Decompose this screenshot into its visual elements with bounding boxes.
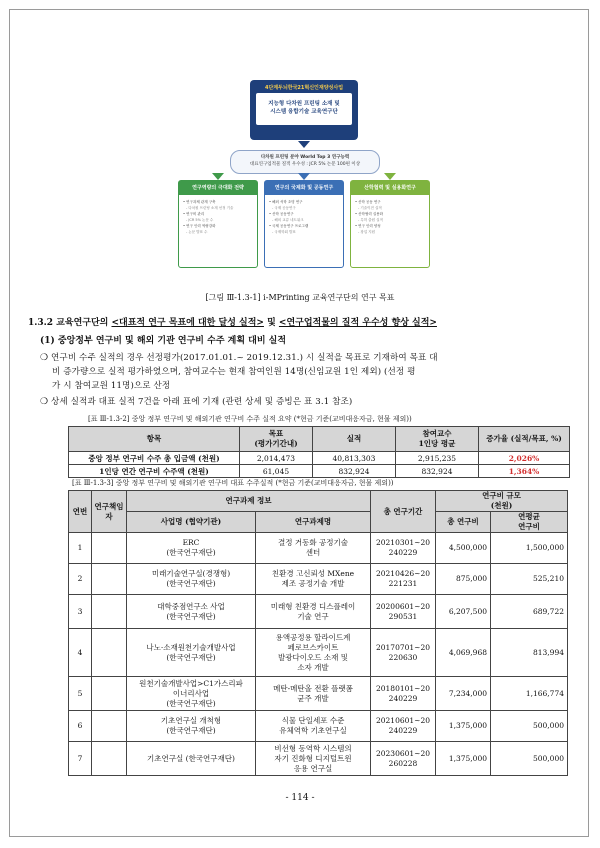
- table-cell: [92, 629, 127, 677]
- table-cell: 2,014,473: [240, 452, 313, 465]
- table-cell: 1,375,000: [436, 742, 491, 776]
- table-row: [69, 711, 568, 742]
- strategy-item: - 특허 출원 실적: [358, 218, 383, 222]
- table-cell: 6,207,500: [436, 595, 491, 629]
- bullet-text: 연구비 수주 실적의 경우 선정평가(2017.01.01.~ 2019.12.31.) 시 실적을 목표로 기재하여 목표 대: [51, 353, 438, 363]
- table-cell: 20200601~20 290531: [371, 595, 436, 629]
- table-cell: 미래기술연구실(경쟁형) (한국연구재단): [127, 564, 256, 595]
- table-cell: 비선형 동역학 시스템의 자기 진화형 디지털트윈 응용 연구실: [256, 742, 371, 776]
- table-header: 참여교수 1인당 평균: [396, 427, 479, 452]
- table-header: 연구과제명: [256, 512, 371, 533]
- table-cell: 832,924: [313, 465, 396, 478]
- strategy-item: • 연구비 관리: [183, 212, 205, 216]
- table-cell: 4,500,000: [436, 533, 491, 564]
- table-cell: ERC (한국연구재단): [127, 533, 256, 564]
- table-cell: 원천기술개발사업>C1가스리파 이너리사업 (한국연구재단): [127, 677, 256, 711]
- bullet-text: 비 증가량으로 실적 평가하였으며, 참여교수는 현재 참여인원 14명(신임교원 1인 제외) (선정 평: [52, 367, 416, 377]
- table-cell: [92, 742, 127, 776]
- strategy-item: - JCR 5% 논문 수: [186, 218, 214, 222]
- strategy-item: - 창업 지원: [358, 230, 376, 234]
- section-number: 1.3.2 교육연구단의: [28, 318, 112, 328]
- table-cell: 40,813,303: [313, 452, 396, 465]
- strategy-column-research: [178, 180, 258, 268]
- table-cell: 6: [69, 711, 92, 742]
- strategy-title: 산학협력 및 실용화연구: [351, 181, 429, 195]
- table-row: [69, 533, 568, 564]
- strategy-item: - 논문 발표 수: [186, 230, 208, 234]
- table-cell: 20210601~20 240229: [371, 711, 436, 742]
- down-arrow-icon: [384, 173, 396, 180]
- strategy-item: - 국제 공동연구: [272, 206, 296, 210]
- down-arrow-icon: [212, 173, 224, 180]
- table-cell: 875,000: [436, 564, 491, 595]
- program-name-panel: [256, 93, 352, 125]
- strategy-item: - 국제학회 발표: [272, 230, 296, 234]
- section-part2: <연구업적물의 질적 우수성 향상 실적>: [278, 318, 437, 328]
- table-cell: 832,924: [396, 465, 479, 478]
- strategy-item: • 해외 석학 초빙 연구: [269, 200, 303, 204]
- table-cell: 20210426~20 221231: [371, 564, 436, 595]
- table-cell: 4: [69, 629, 92, 677]
- table-cell: [92, 564, 127, 595]
- table-cell: 7,234,000: [436, 677, 491, 711]
- summary-table: [68, 426, 570, 478]
- table1-caption: [표 Ⅲ-1.3-2] 중앙 정부 연구비 및 해외기관 연구비 수주 실적 요약 (*현금 기준(교비대응자금, 현물 제외)): [88, 415, 412, 423]
- bullet-icon: ❍: [40, 397, 49, 407]
- table-cell: 1인당 연간 연구비 수주액 (천원): [69, 465, 240, 478]
- table-cell: 결정 거동화 공정기술 센터: [256, 533, 371, 564]
- strategy-item: - 기술이전 실적: [358, 206, 382, 210]
- table-cell: 대학중점연구소 사업 (한국연구재단): [127, 595, 256, 629]
- program-title: 4단계두뇌한국21혁신인재양성사업: [264, 85, 344, 91]
- table-cell: 5: [69, 677, 92, 711]
- table-cell: 나노·소재원천기술개발사업 (한국연구재단): [127, 629, 256, 677]
- table-header: 연번: [69, 491, 92, 533]
- table-header: 연평균 연구비: [491, 512, 568, 533]
- table-header: 항목: [69, 427, 240, 452]
- table-cell: 용액공정용 할라이드계 페로브스카이트 발광다이오드 소재 및 소자 개발: [256, 629, 371, 677]
- table-cell: [92, 533, 127, 564]
- table-header: 실적: [313, 427, 396, 452]
- program-name-line2: 시스템 융합기술 교육연구단: [270, 109, 338, 115]
- table-row: [69, 629, 568, 677]
- bullet-icon: ❍: [40, 353, 49, 363]
- representative-table: [68, 490, 568, 776]
- table-cell: 메탄-메탄올 전환 플랫폼 균주 개발: [256, 677, 371, 711]
- table-header: 증가율 (실적/목표, %): [479, 427, 570, 452]
- section-heading: [28, 315, 437, 328]
- strategy-item: • 연구 인력 역량강화: [183, 224, 216, 228]
- table-row: [69, 465, 570, 478]
- table-cell: 500,000: [491, 742, 568, 776]
- table-header: 총 연구기간: [371, 491, 436, 533]
- bullet-text: 가 시 참여교원 11명)으로 산정: [52, 381, 171, 391]
- table-cell: 20170701~20 220630: [371, 629, 436, 677]
- table-cell: 689,722: [491, 595, 568, 629]
- table-cell: 1,500,000: [491, 533, 568, 564]
- table-header-row: [69, 512, 568, 533]
- research-goal-diagram: [178, 80, 430, 276]
- table-header-row: [69, 491, 568, 512]
- subsection-heading: (1) 중앙정부 연구비 및 해외 기관 연구비 수주 계획 대비 실적: [40, 336, 287, 346]
- table-header: 연구비 규모 (천원): [436, 491, 568, 512]
- table-header-row: [69, 427, 570, 452]
- strategy-title: 연구역량의 극대화 전략: [179, 181, 257, 195]
- program-box: [250, 80, 358, 140]
- table-cell: 4,069,968: [436, 629, 491, 677]
- table-cell: 813,994: [491, 629, 568, 677]
- table-cell: 61,045: [240, 465, 313, 478]
- strategy-item: • 연구 인력 양성: [355, 224, 381, 228]
- goal-line2: 대표연구업적물 질적 우수성 : JCR 5% 논문 100편 이상: [249, 162, 361, 167]
- strategy-title: 연구의 국제화 및 공동연구: [265, 181, 343, 195]
- table-cell: 2,026%: [479, 452, 570, 465]
- strategy-column-international: [264, 180, 344, 268]
- table-cell: 3: [69, 595, 92, 629]
- strategy-item: • 국제 공동연구 프로그램: [269, 224, 309, 228]
- table-header: 연구과제 정보: [127, 491, 371, 512]
- table-cell: 20210301~20 240229: [371, 533, 436, 564]
- table-cell: 미래형 친환경 디스플레이 기술 연구: [256, 595, 371, 629]
- table-header: 연구책임자: [92, 491, 127, 533]
- section-part1: <대표적 연구 목표에 대한 달성 실적>: [111, 318, 264, 328]
- table-header: 목표 (평가기간내): [240, 427, 313, 452]
- down-arrow-icon: [298, 141, 310, 148]
- table-cell: 2: [69, 564, 92, 595]
- table-row: [69, 677, 568, 711]
- table-cell: 525,210: [491, 564, 568, 595]
- table-cell: 식물 단일세포 수준 유체역학 기초연구실: [256, 711, 371, 742]
- strategy-column-industry: [350, 180, 430, 268]
- table-cell: 기초연구실 (한국연구재단): [127, 742, 256, 776]
- figure-caption: [그림 Ⅲ-1.3-1] i-MPrinting 교육연구단의 연구 목표: [205, 293, 395, 302]
- strategy-item: • 산학 공동연구: [269, 212, 294, 216]
- table-cell: 20180101~20 240229: [371, 677, 436, 711]
- strategy-item: • 산학 공동 연구: [355, 200, 381, 204]
- table-cell: 기초연구실 개척형 (한국연구재단): [127, 711, 256, 742]
- table-cell: [92, 677, 127, 711]
- section-conj: 및: [263, 318, 279, 328]
- page-number: - 114 -: [285, 793, 315, 803]
- table-cell: 1: [69, 533, 92, 564]
- table-row: [69, 452, 570, 465]
- table-cell: 중앙 정부 연구비 수주 총 입금액 (천원): [69, 452, 240, 465]
- table-cell: 1,375,000: [436, 711, 491, 742]
- table-cell: 2,915,235: [396, 452, 479, 465]
- table-row: [69, 595, 568, 629]
- table-cell: 1,364%: [479, 465, 570, 478]
- goal-line1: 다차원 프린팅 분야 World Top 3 연구능력: [260, 155, 350, 160]
- table-row: [69, 742, 568, 776]
- goal-box: [230, 150, 380, 174]
- table-header: 사업명 (협약기관): [127, 512, 256, 533]
- strategy-item: - 해외 교류 네트워크: [272, 218, 304, 222]
- table2-caption: [표 Ⅲ-1.3-3] 중앙 정부 연구비 및 해외기관 연구비 대표 수주실적 (*현금 기준(교비대응자금, 현물 제외)): [72, 479, 394, 487]
- down-arrow-icon: [298, 173, 310, 180]
- table-cell: 7: [69, 742, 92, 776]
- bullet-line: [40, 395, 352, 407]
- table-cell: 500,000: [491, 711, 568, 742]
- table-header: 총 연구비: [436, 512, 491, 533]
- bullet-line: [40, 351, 438, 363]
- strategy-item: • 연구과제 관계 구축: [183, 200, 216, 204]
- table-row: [69, 564, 568, 595]
- table-cell: [92, 595, 127, 629]
- table-cell: 친환경 고신뢰성 MXene 제조 공정기술 개발: [256, 564, 371, 595]
- strategy-item: • 산학협력 실용화: [355, 212, 383, 216]
- program-name-line1: 지능형 다차원 프린팅 소재 및: [268, 101, 340, 107]
- table-cell: [92, 711, 127, 742]
- bullet-text: 상세 실적과 대표 실적 7건을 아래 표에 기재 (관련 상세 및 증빙은 표 3.1 참조): [51, 397, 353, 407]
- strategy-item: - 다차원 프린팅 소재 선정 기술: [186, 206, 234, 210]
- table-cell: 20230601~20 260228: [371, 742, 436, 776]
- table-cell: 1,166,774: [491, 677, 568, 711]
